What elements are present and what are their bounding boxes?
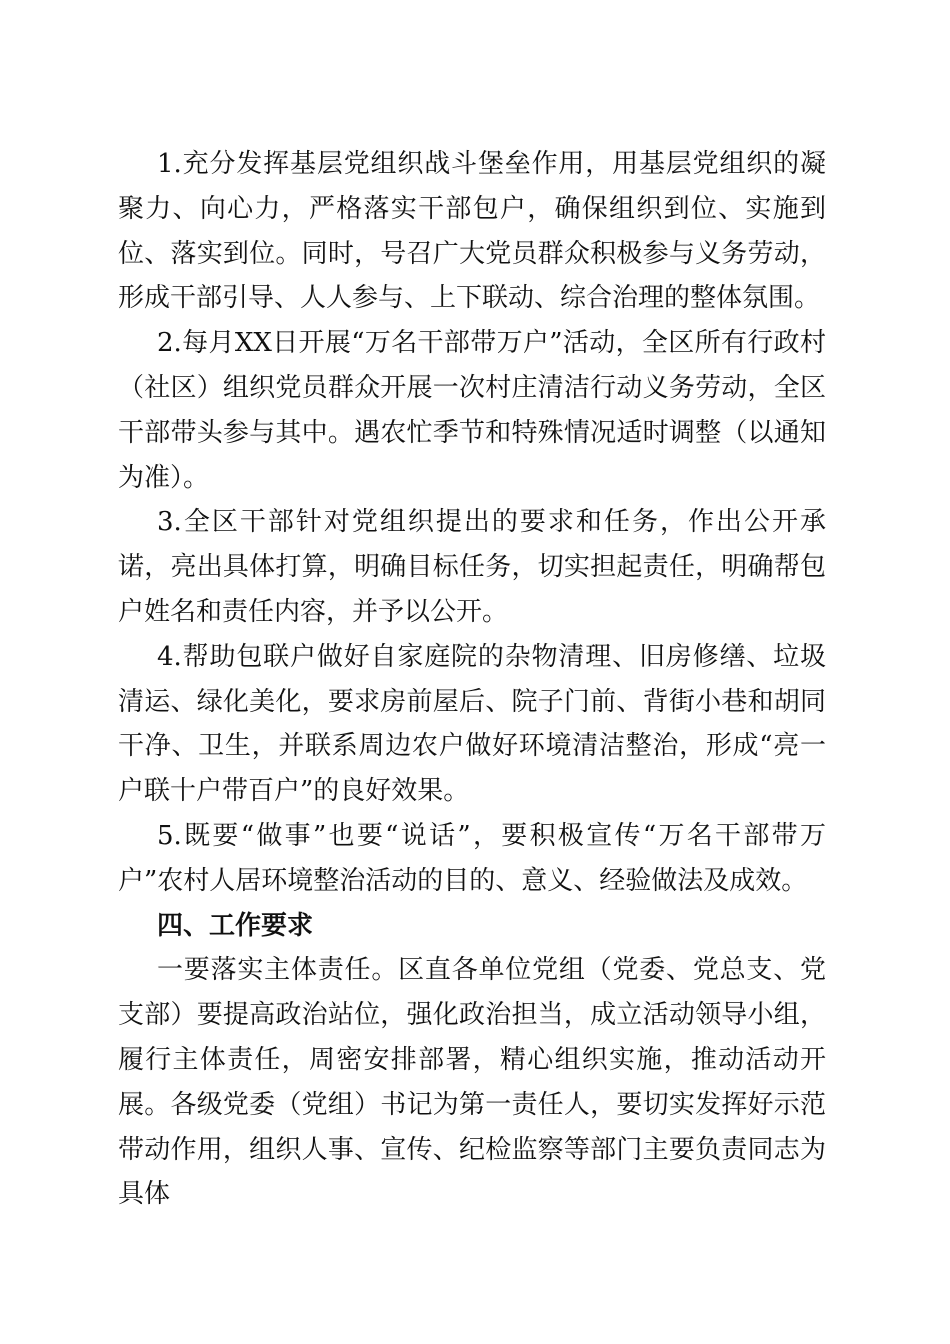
paragraph-4: 4.帮助包联户做好自家庭院的杂物清理、旧房修缮、垃圾清运、绿化美化，要求房前屋后、院子门前、背街小巷和胡同干净、卫生，并联系周边农户做好环境清洁整治，形成“亮一户联十户带百户”的良好效果。 [118,641,826,807]
paragraph-3: 3.全区干部针对党组织提出的要求和任务，作出公开承诺，亮出具体打算，明确目标任务，切实担起责任，明确帮包户姓名和责任内容，并予以公开。 [118,507,826,627]
paragraph-6: 一要落实主体责任。区直各单位党组（党委、党总支、党支部）要提高政治站位，强化政治担当，成立活动领导小组，履行主体责任，周密安排部署，精心组织实施，推动活动开展。各级党委（党组）书记为第一责任人，要切实发挥好示范带动作用，组织人事、宣传、纪检监察等部门主要负责同志为具体 [118,955,826,1210]
section-heading: 四、工作要求 [157,910,314,941]
paragraph-1: 1.充分发挥基层党组织战斗堡垒作用，用基层党组织的凝聚力、向心力，严格落实干部包户，确保组织到位、实施到位、落实到位。同时，号召广大党员群众积极参与义务劳动，形成干部引导、人人参与、上下联动、综合治理的整体氛围。 [118,149,826,314]
paragraph-2: 2.每月XX日开展“万名干部带万户”活动，全区所有行政村（社区）组织党员群众开展一次村庄清洁行动义务劳动，全区干部带头参与其中。遇农忙季节和特殊情况适时调整（以通知为准）。 [118,328,826,493]
paragraph-5: 5.既要“做事”也要“说话”，要积极宣传“万名干部带万户”农村人居环境整治活动的目的、意义、经验做法及成效。 [118,820,826,896]
document-body [118,142,826,1217]
